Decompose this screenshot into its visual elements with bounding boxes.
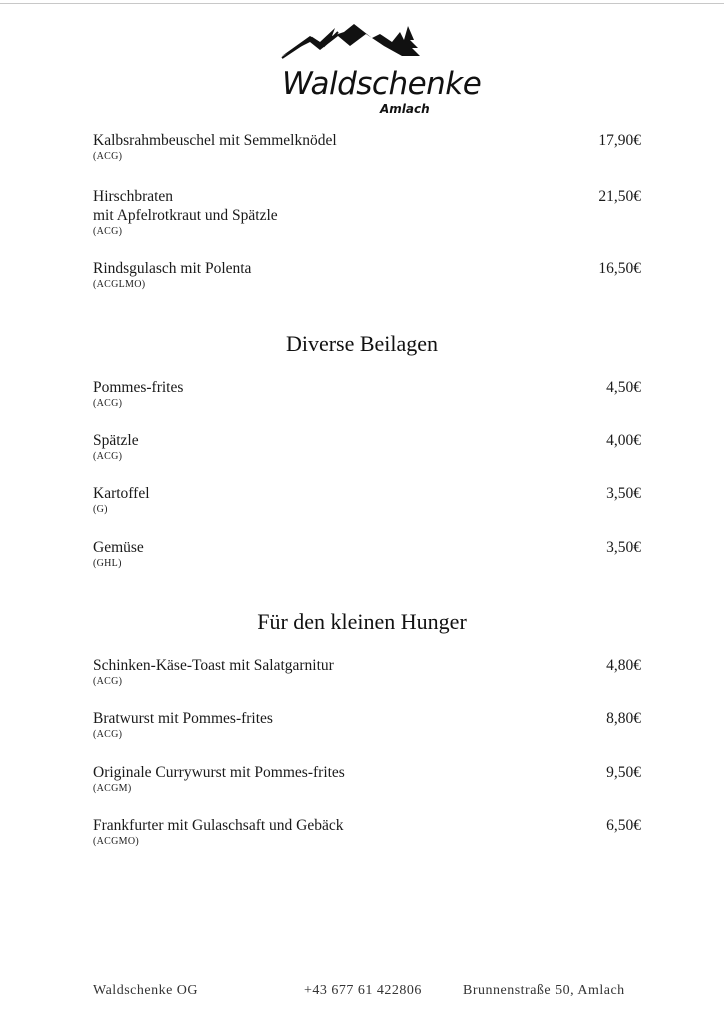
item-price: 4,80€	[606, 657, 641, 674]
item-name: Spätzle	[93, 432, 139, 449]
item-allergens: (ACG)	[93, 729, 123, 740]
top-divider	[0, 3, 724, 4]
item-allergens: (ACG)	[93, 398, 123, 409]
item-name: Originale Currywurst mit Pommes-frites	[93, 764, 345, 781]
section-heading: Diverse Beilagen	[285, 331, 439, 356]
item-price: 3,50€	[606, 539, 641, 556]
item-price: 9,50€	[606, 764, 641, 781]
item-allergens: (ACGM)	[93, 783, 132, 794]
menu-item	[93, 538, 643, 570]
item-name: Hirschbraten	[93, 188, 174, 205]
item-allergens: (ACG)	[93, 226, 123, 237]
menu-item	[93, 816, 643, 848]
item-name: Kartoffel	[93, 485, 150, 502]
item-allergens: (ACG)	[93, 151, 123, 162]
item-name-line2: mit Apfelrotkraut und Spätzle	[93, 207, 278, 224]
footer-phone: +43 677 61 422806	[304, 983, 422, 998]
item-price: 8,80€	[606, 710, 641, 727]
item-price: 16,50€	[598, 260, 641, 277]
item-allergens: (G)	[93, 504, 108, 515]
logo-town: Amlach	[380, 102, 430, 116]
item-name: Bratwurst mit Pommes-frites	[93, 710, 273, 727]
menu-item	[93, 259, 643, 291]
mountain-logo-icon	[280, 22, 450, 72]
item-allergens: (GHL)	[93, 558, 122, 569]
item-price: 4,50€	[606, 379, 641, 396]
item-allergens: (ACGMO)	[93, 836, 139, 847]
item-name: Pommes-frites	[93, 379, 184, 396]
item-name: Rindsgulasch mit Polenta	[93, 260, 252, 277]
item-price: 21,50€	[598, 188, 641, 205]
item-price: 17,90€	[598, 132, 641, 149]
item-name: Gemüse	[93, 539, 144, 556]
item-name: Frankfurter mit Gulaschsaft und Gebäck	[93, 817, 344, 834]
item-allergens: (ACGLMO)	[93, 279, 146, 290]
menu-item	[93, 431, 643, 463]
item-name: Schinken-Käse-Toast mit Salatgarnitur	[93, 657, 334, 674]
item-allergens: (ACG)	[93, 676, 123, 687]
menu-item	[93, 709, 643, 741]
menu-item	[93, 656, 643, 688]
item-name: Kalbsrahmbeuschel mit Semmelknödel	[93, 132, 337, 149]
logo-name: Waldschenke	[282, 66, 482, 102]
item-allergens: (ACG)	[93, 451, 123, 462]
restaurant-logo	[270, 22, 482, 117]
item-price: 3,50€	[606, 485, 641, 502]
menu-item	[93, 131, 643, 163]
menu-item	[93, 378, 643, 410]
footer-address: Brunnenstraße 50, Amlach	[463, 983, 625, 998]
menu-item	[93, 187, 643, 238]
section-heading: Für den kleinen Hunger	[257, 609, 467, 634]
item-price: 4,00€	[606, 432, 641, 449]
menu-item	[93, 763, 643, 795]
item-price: 6,50€	[606, 817, 641, 834]
footer-company: Waldschenke OG	[93, 983, 199, 998]
menu-item	[93, 484, 643, 516]
